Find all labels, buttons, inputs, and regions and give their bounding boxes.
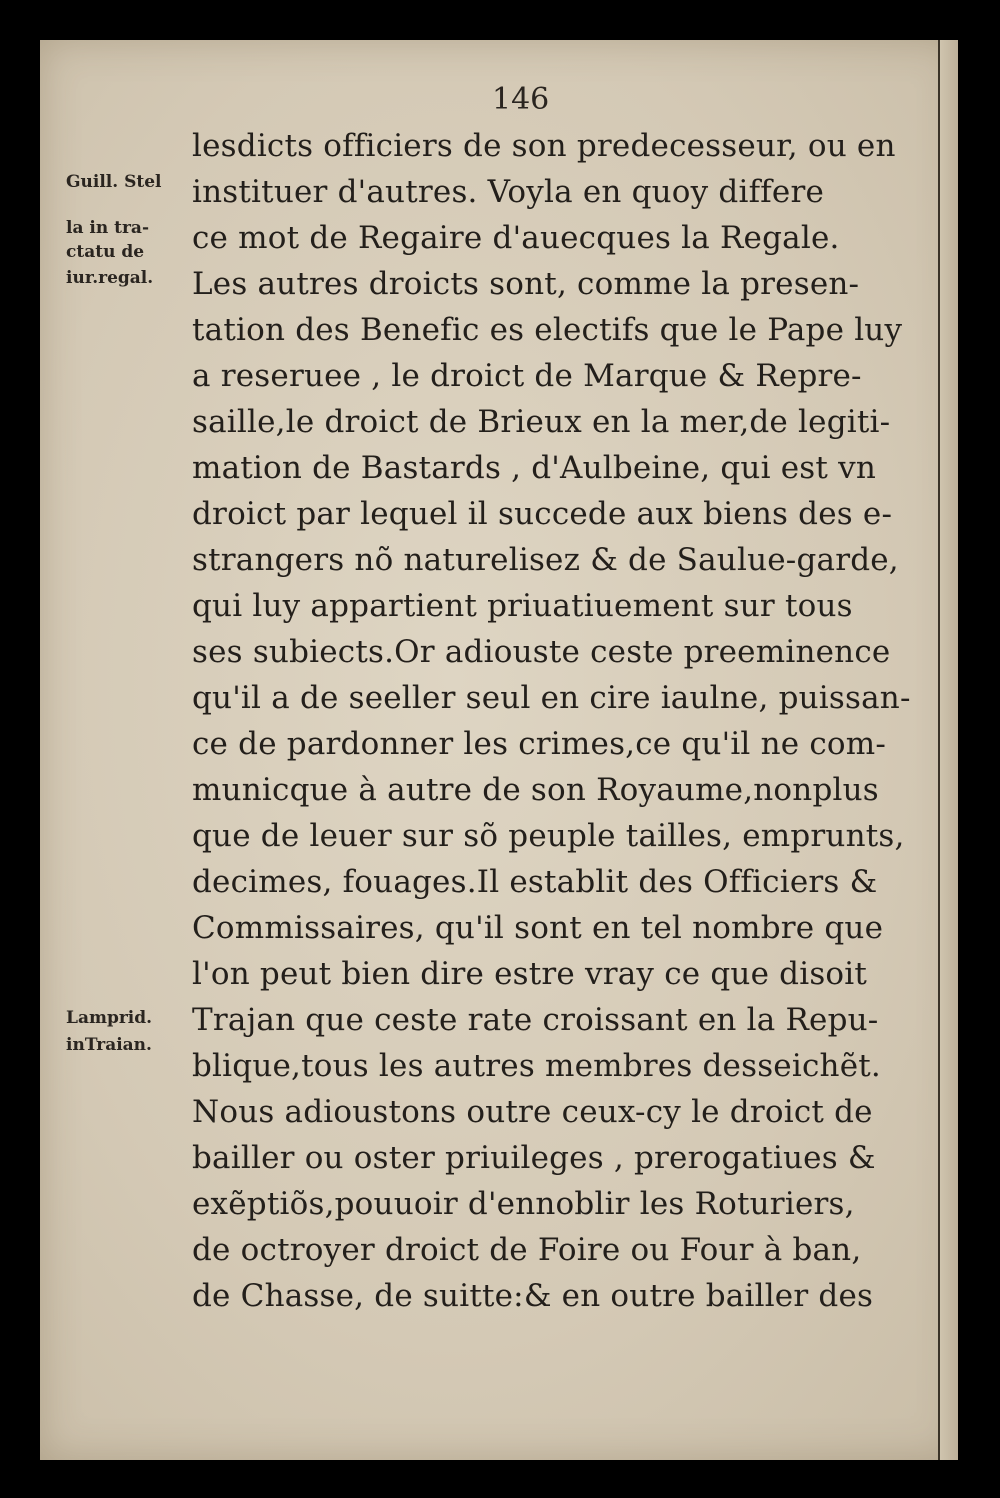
marginal-note-line: ctatu de [66, 242, 145, 262]
marginal-note-line: Guill. Stel [66, 172, 162, 192]
text-line: que de leuer sur sõ peuple tailles, emprunts, [192, 818, 905, 854]
text-line: exẽptiõs,pouuoir d'ennoblir les Roturiers, [192, 1186, 855, 1222]
text-line: qu'il a de seeller seul en cire iaulne, puissan- [192, 680, 911, 716]
text-line: municque à autre de son Royaume,nonplus [192, 772, 879, 808]
text-line: Trajan que ceste rate croissant en la Repu- [192, 1002, 879, 1038]
text-line: de octroyer droict de Foire ou Four à ban, [192, 1232, 862, 1268]
text-line: a reseruee , le droict de Marque & Repre- [192, 358, 862, 394]
text-line: blique,tous les autres membres desseichẽt. [192, 1048, 881, 1084]
marginal-note-line: iur.regal. [66, 268, 154, 288]
text-line: ce mot de Regaire d'auecques la Regale. [192, 220, 840, 256]
marginal-note-line: inTraian. [66, 1035, 152, 1055]
text-line: lesdicts officiers de son predecesseur, ou en [192, 128, 896, 164]
marginal-note-line: la in tra- [66, 218, 150, 238]
text-line: l'on peut bien dire estre vray ce que disoit [192, 956, 868, 992]
page-number: 146 [492, 82, 550, 117]
marginal-note-line: Lamprid. [66, 1008, 153, 1028]
text-line: strangers nõ naturelisez & de Saulue-garde, [192, 542, 899, 578]
page-gutter-edge [938, 40, 958, 1460]
text-line: qui luy appartient priuatiuement sur tous [192, 588, 853, 624]
text-line: mation de Bastards , d'Aulbeine, qui est vn [192, 450, 877, 486]
text-line: bailler ou oster priuileges , prerogatiues & [192, 1140, 876, 1176]
text-line: saille,le droict de Brieux en la mer,de legiti- [192, 404, 891, 440]
text-line: ses subiects.Or adiouste ceste preeminence [192, 634, 891, 670]
book-page [40, 40, 958, 1460]
text-line: Les autres droicts sont, comme la presen- [192, 266, 860, 302]
text-line: de Chasse, de suitte:& en outre bailler des [192, 1278, 874, 1314]
text-line: tation des Benefic es electifs que le Pape luy [192, 312, 903, 348]
text-line: ce de pardonner les crimes,ce qu'il ne com- [192, 726, 887, 762]
text-line: Commissaires, qu'il sont en tel nombre que [192, 910, 884, 946]
text-line: instituer d'autres. Voyla en quoy differe [192, 174, 825, 210]
text-line: Nous adioustons outre ceux-cy le droict de [192, 1094, 873, 1130]
text-line: droict par lequel il succede aux biens des e- [192, 496, 893, 532]
text-line: decimes, fouages.Il establit des Officiers & [192, 864, 878, 900]
